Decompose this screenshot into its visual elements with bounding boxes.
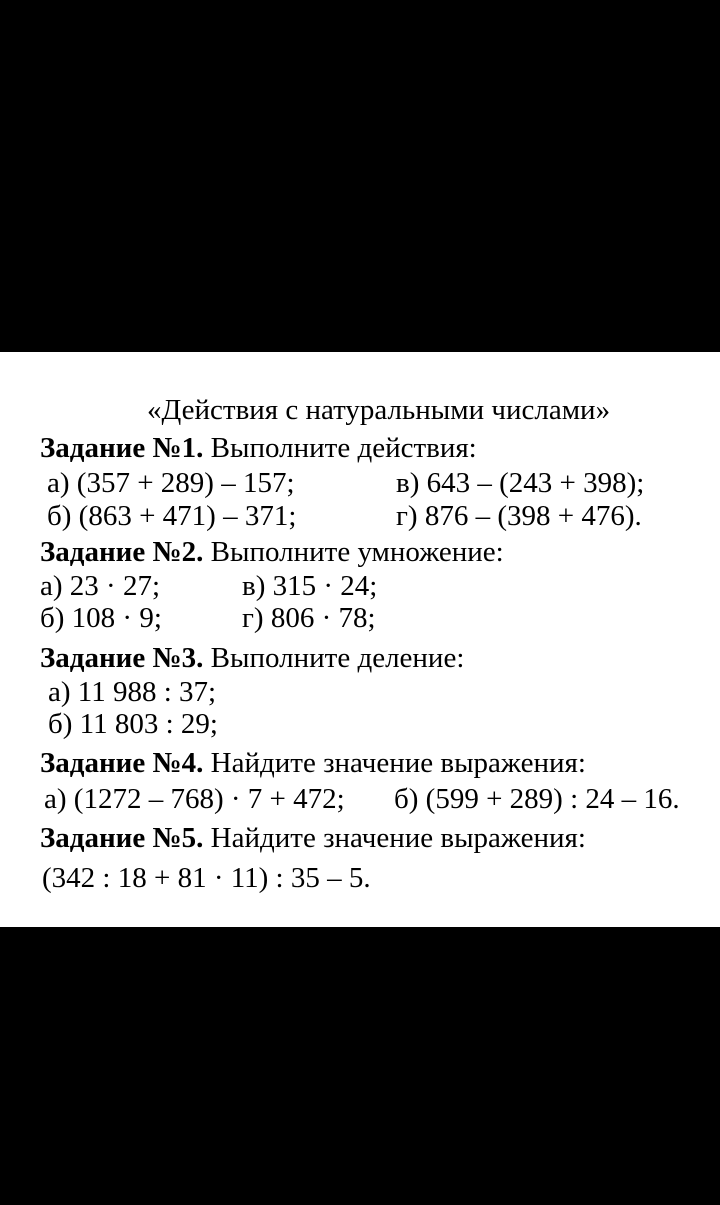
- task-5-heading: [40, 824, 586, 853]
- item-letter: б): [47, 500, 72, 532]
- item-expression: 876 – (398 + 476).: [424, 500, 642, 532]
- task-4-item-a: [44, 785, 345, 814]
- task-1-item-g: [396, 502, 642, 531]
- item-expression: 23 · 27;: [69, 570, 160, 602]
- task-1-item-v: [396, 469, 644, 498]
- item-letter: а): [44, 783, 67, 815]
- item-letter: а): [48, 676, 71, 708]
- task-3-label: Задание №3.: [40, 642, 204, 674]
- task-2-item-g: [242, 604, 376, 633]
- task-4-label: Задание №4.: [40, 747, 204, 779]
- task-1-label: Задание №1.: [40, 432, 204, 464]
- item-expression: 11 988 : 37;: [77, 676, 217, 708]
- task-3-item-a: [48, 678, 216, 707]
- item-letter: б): [40, 602, 65, 634]
- task-4-instruction: Найдите значение выражения:: [210, 747, 586, 779]
- item-letter: б): [394, 783, 419, 815]
- item-expression: (342 : 18 + 81 · 11) : 35 – 5.: [42, 862, 371, 894]
- item-letter: г): [242, 602, 264, 634]
- task-1-heading: [40, 434, 477, 463]
- task-1-item-b: [47, 502, 296, 531]
- item-expression: 108 · 9;: [71, 602, 162, 634]
- item-expression: 643 – (243 + 398);: [426, 467, 645, 499]
- task-3-item-b: [48, 710, 218, 739]
- task-5-item: [42, 864, 371, 893]
- task-2-label: Задание №2.: [40, 536, 204, 568]
- task-4-heading: [40, 749, 586, 778]
- item-letter: г): [396, 500, 418, 532]
- worksheet: [0, 352, 720, 927]
- task-1-instruction: Выполните действия:: [210, 432, 477, 464]
- task-2-item-b: [40, 604, 162, 633]
- item-expression: (863 + 471) – 371;: [78, 500, 297, 532]
- task-2-item-a: [40, 572, 160, 601]
- item-expression: 315 · 24;: [272, 570, 378, 602]
- item-expression: (599 + 289) : 24 – 16.: [425, 783, 680, 815]
- item-letter: в): [396, 467, 420, 499]
- task-1-item-a: [47, 469, 295, 498]
- task-2-instruction: Выполните умножение:: [210, 536, 504, 568]
- item-expression: (1272 – 768) · 7 + 472;: [73, 783, 345, 815]
- worksheet-title: «Действия с натуральными числами»: [147, 394, 611, 426]
- task-5-label: Задание №5.: [40, 822, 204, 854]
- task-3-heading: [40, 644, 464, 673]
- item-letter: а): [47, 467, 70, 499]
- item-expression: (357 + 289) – 157;: [76, 467, 295, 499]
- task-2-item-v: [242, 572, 377, 601]
- item-letter: б): [48, 708, 73, 740]
- task-4-item-b: [394, 785, 680, 814]
- task-2-heading: [40, 538, 504, 567]
- task-5-instruction: Найдите значение выражения:: [210, 822, 586, 854]
- item-expression: 11 803 : 29;: [79, 708, 218, 740]
- item-letter: а): [40, 570, 63, 602]
- task-3-instruction: Выполните деление:: [210, 642, 465, 674]
- item-letter: в): [242, 570, 266, 602]
- item-expression: 806 · 78;: [270, 602, 376, 634]
